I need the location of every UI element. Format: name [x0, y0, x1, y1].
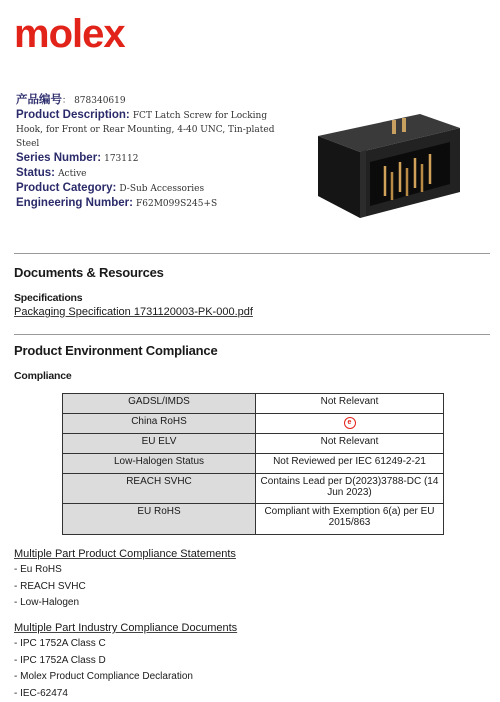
compliance-label: Low-Halogen Status — [63, 454, 256, 474]
compliance-label: REACH SVHC — [63, 474, 256, 504]
property-value: 173112 — [104, 154, 138, 164]
compliance-value — [256, 414, 444, 434]
list-item[interactable]: - REACH SVHC — [14, 579, 86, 596]
compliance-value: Not Relevant — [256, 434, 444, 454]
property-key: Product Description — [16, 109, 126, 121]
property-separator: : — [126, 109, 130, 121]
property-separator: : — [51, 167, 55, 179]
table-row — [63, 504, 444, 535]
property-separator: ： — [62, 96, 71, 106]
property-value: FCT Latch Screw for Locking Hook, for Front or Rear Mounting, 4-40 UNC, Tin-plated Steel — [16, 111, 274, 149]
list-item[interactable]: - IPC 1752A Class C — [14, 636, 193, 653]
compliance-label: EU RoHS — [63, 504, 256, 535]
table-row — [63, 474, 444, 504]
property-part-number — [16, 94, 276, 108]
property-key: Series Number — [16, 152, 97, 164]
compliance-subheading: Compliance — [14, 370, 72, 382]
compliance-statements-list — [14, 562, 86, 612]
product-properties — [16, 94, 276, 211]
compliance-label: EU ELV — [63, 434, 256, 454]
list-item[interactable]: - Eu RoHS — [14, 562, 86, 579]
list-item[interactable]: - IPC 1752A Class D — [14, 653, 193, 670]
property-key: 产品编号 — [16, 94, 62, 106]
property-status — [16, 167, 276, 181]
compliance-value: Not Reviewed per IEC 61249-2-21 — [256, 454, 444, 474]
china-rohs-e-icon: e — [344, 417, 356, 429]
compliance-label: GADSL/IMDS — [63, 394, 256, 414]
property-engineering-number — [16, 197, 276, 211]
property-value: 878340619 — [74, 96, 126, 106]
compliance-value: Contains Lead per D(2023)3788-DC (14 Jun 2023) — [256, 474, 444, 504]
table-row — [63, 394, 444, 414]
compliance-value: Compliant with Exemption 6(a) per EU 2015/863 — [256, 504, 444, 535]
table-row — [63, 454, 444, 474]
industry-documents-list — [14, 636, 193, 702]
documents-heading: Documents & Resources — [14, 265, 164, 280]
property-separator: : — [97, 152, 101, 164]
property-description — [16, 109, 276, 151]
list-item[interactable]: - Low-Halogen — [14, 595, 86, 612]
section-divider — [14, 253, 490, 254]
industry-documents-link[interactable]: Multiple Part Industry Compliance Documents — [14, 622, 237, 634]
property-category — [16, 182, 276, 196]
compliance-table — [62, 393, 444, 535]
property-series-number — [16, 152, 276, 166]
property-value: D-Sub Accessories — [119, 184, 204, 194]
property-separator: : — [129, 197, 133, 209]
property-key: Engineering Number — [16, 197, 129, 209]
packaging-specification-link[interactable]: Packaging Specification 1731120003-PK-000.pdf — [14, 306, 253, 318]
compliance-heading: Product Environment Compliance — [14, 343, 217, 358]
compliance-statements-link[interactable]: Multiple Part Product Compliance Statements — [14, 548, 236, 560]
table-row — [63, 434, 444, 454]
property-key: Status — [16, 167, 51, 179]
section-divider — [14, 334, 490, 335]
property-value: Active — [58, 169, 86, 179]
property-key: Product Category — [16, 182, 113, 194]
compliance-value: Not Relevant — [256, 394, 444, 414]
property-separator: : — [113, 182, 117, 194]
compliance-label: China RoHS — [63, 414, 256, 434]
table-row — [63, 414, 444, 434]
molex-logo[interactable]: molex — [14, 14, 125, 54]
property-value: F62M099S245+S — [136, 199, 217, 209]
list-item[interactable]: - IEC-62474 — [14, 686, 193, 702]
product-image — [300, 96, 470, 226]
specifications-heading: Specifications — [14, 292, 82, 304]
list-item[interactable]: - Molex Product Compliance Declaration — [14, 669, 193, 686]
